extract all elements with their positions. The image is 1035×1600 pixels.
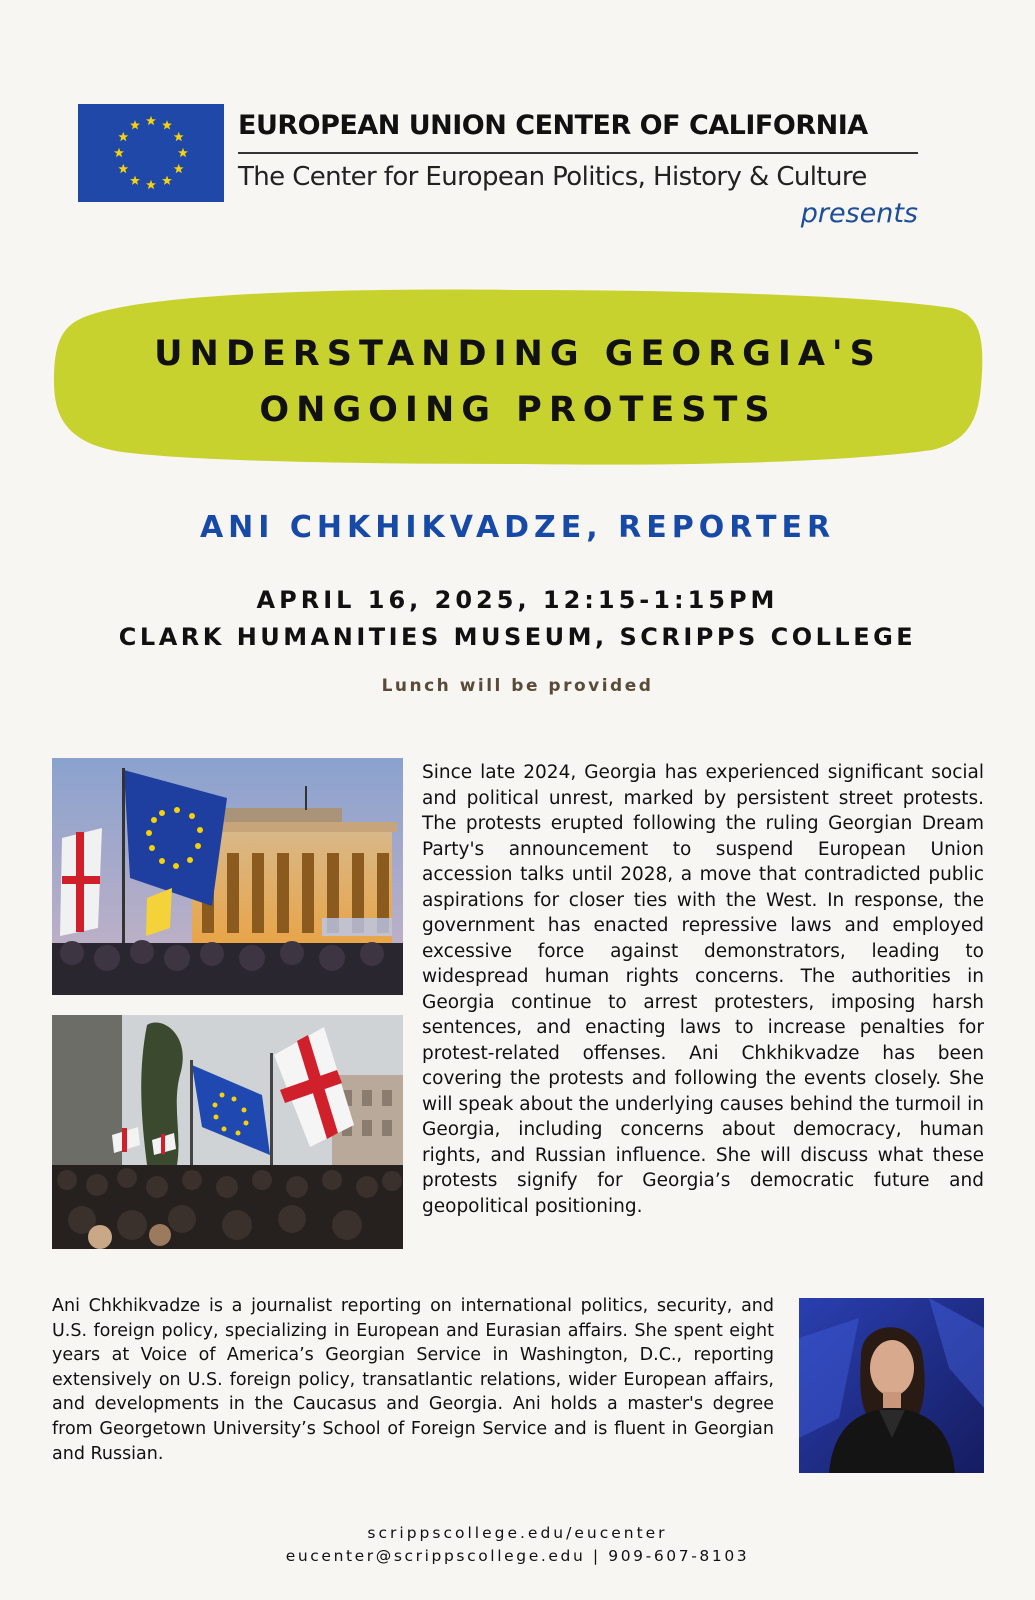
eu-star-icon [118,164,128,173]
speaker-name: ANI CHKHIKVADZE, REPORTER [199,510,836,545]
event-title-line-2: ONGOING PROTESTS [259,390,777,430]
eu-star-icon [174,132,184,141]
header-divider [238,152,918,154]
lunch-note: Lunch will be provided [381,676,654,696]
speaker-bio: Ani Chkhikvadze is a journalist reporting on international politics, security, and U.S. foreign policy, specializing in European and Eurasian affairs. She spent eight years at Voice of America’s Georgian Service in Washington, D.C., reporting extensively on U.S. foreign policy, transatlantic relations, wider European affairs, and developments in the Caucasus and Georgia. Ani holds a master's degree from Georgetown University’s School of Foreign Service and is fluent in Georgian and Russian. [52,1296,774,1464]
eu-star-icon [174,164,184,173]
footer-website[interactable]: scrippscollege.edu/eucenter [367,1524,668,1542]
eu-flag-icon [78,104,224,202]
title-banner [52,282,984,470]
eu-star-icon [162,120,172,129]
protest-parliament-photo [52,758,403,995]
event-venue: CLARK HUMANITIES MUSEUM, SCRIPPS COLLEGE [118,623,917,651]
event-title [52,326,984,438]
protest-crowd-flags-photo [52,1015,403,1249]
eu-star-icon [146,180,156,189]
event-description: Since late 2024, Georgia has experienced significant social and political unrest, marked by persistent street protests. The protests erupted following the ruling Georgian Dream Party's announcement to suspend European Union accession talks until 2028, a move that contradicted public aspirations for closer ties with the West. In response, the government has enacted repressive laws and employed excessive force against demonstrators, leading to widespread human rights concerns. The authorities in Georgia continue to arrest protesters, imposing harsh sentences, and enacting laws to increase penalties for protest-related offenses. Ani Chkhikvadze has been covering the protests and following the events closely. She will speak about the underlying causes behind the turmoil in Georgia, including concerns about democracy, human rights, and Russian influence. She will discuss what these protests signify for Georgia’s democratic future and geopolitical positioning. [422,762,984,1217]
header [78,104,918,234]
event-title-line-1: UNDERSTANDING GEORGIA'S [154,334,882,374]
eu-star-icon [162,176,172,185]
eu-star-icon [118,132,128,141]
speaker-headshot-photo [799,1298,984,1473]
presents-label: presents [800,198,918,229]
footer-contact[interactable]: eucenter@scrippscollege.edu | 909-607-8103 [285,1547,750,1565]
eu-star-icon [178,148,188,157]
eu-star-icon [130,176,140,185]
eu-star-icon [146,116,156,125]
org-name: EUROPEAN UNION CENTER OF CALIFORNIA [238,110,868,141]
eu-star-icon [130,120,140,129]
event-date-time: APRIL 16, 2025, 12:15-1:15PM [256,586,779,614]
org-subtitle: The Center for European Politics, History & Culture [238,162,867,192]
eu-star-icon [114,148,124,157]
